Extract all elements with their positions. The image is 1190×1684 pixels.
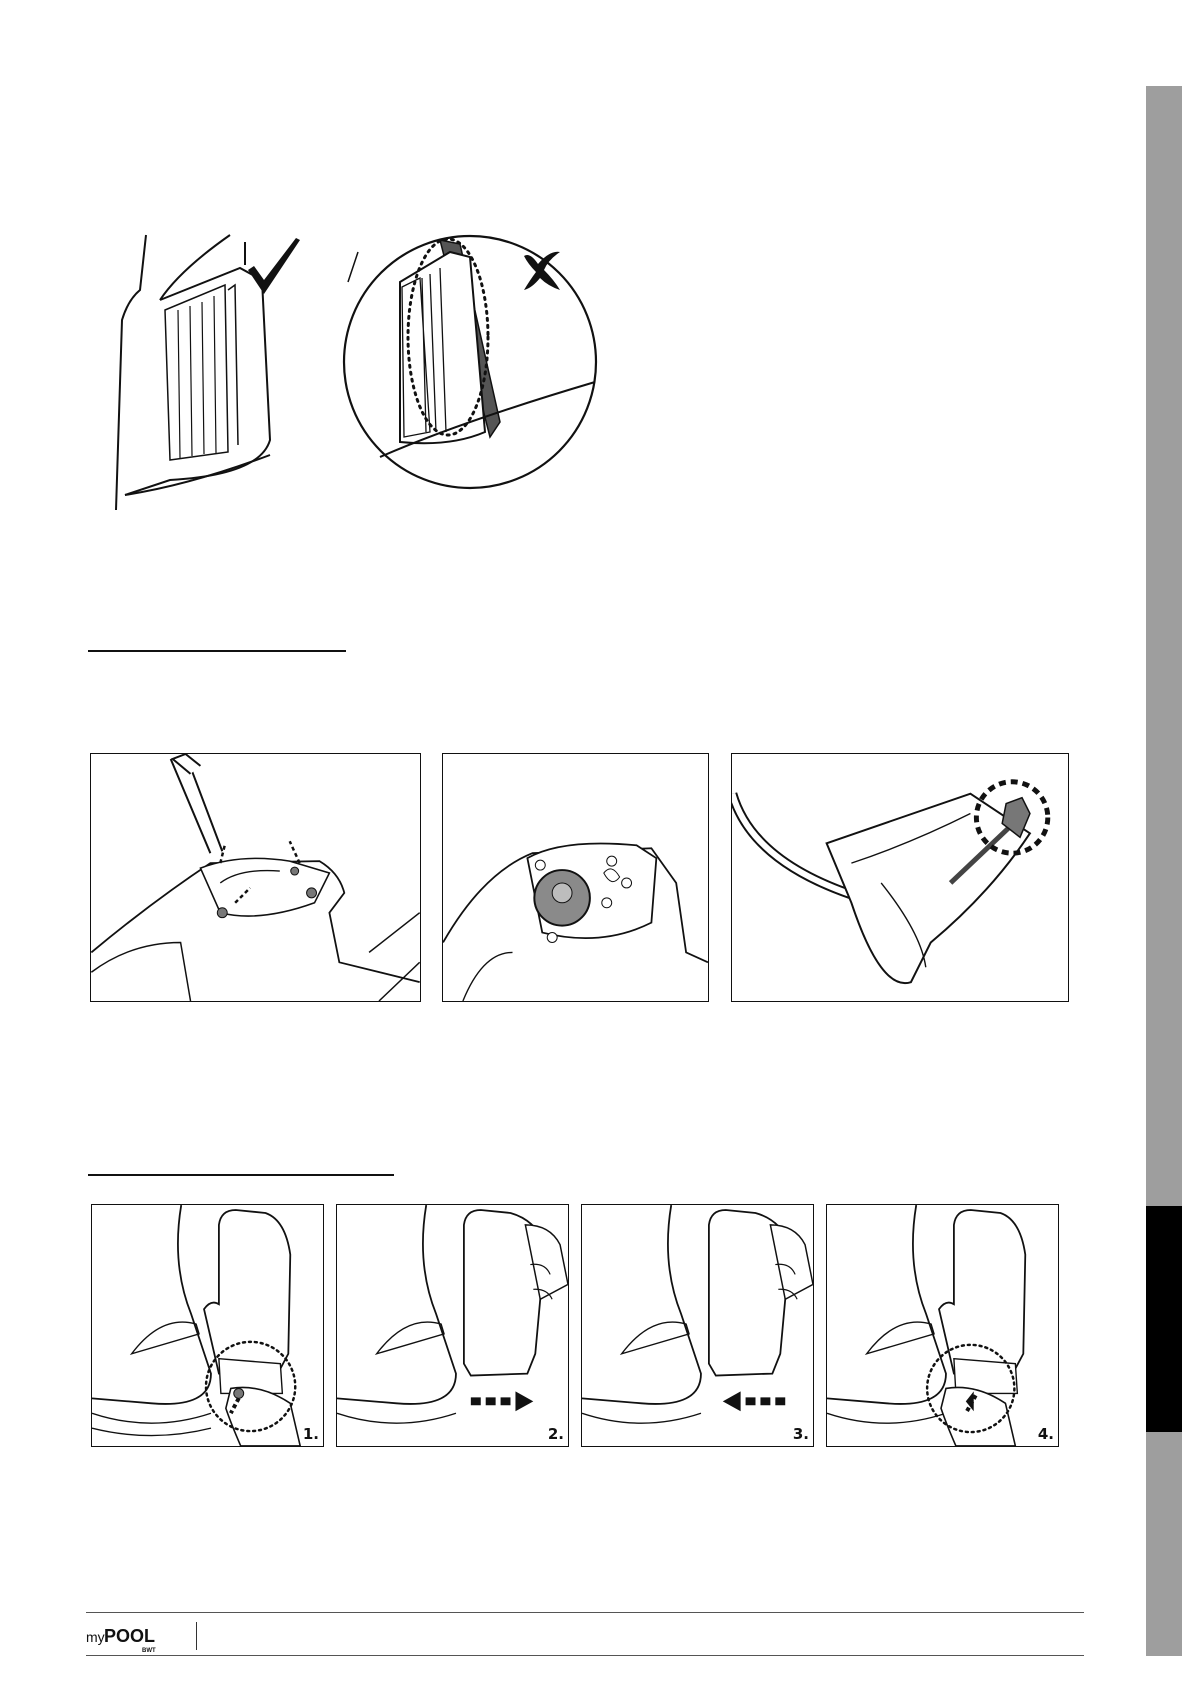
step-number: 3. xyxy=(792,1425,809,1443)
impeller-panel-unscrew xyxy=(90,753,421,1002)
flap-step-3-panel xyxy=(581,1204,814,1447)
side-tab-active-marker xyxy=(1146,1206,1182,1432)
flap-step-4-panel xyxy=(826,1204,1059,1447)
step-number: 1. xyxy=(302,1425,319,1443)
impeller-panel-cleaning xyxy=(731,753,1069,1002)
section-heading-rule-impeller xyxy=(88,650,346,652)
checkmark-icon xyxy=(244,236,304,298)
footer-divider xyxy=(196,1622,197,1650)
impeller-panel-cover-removed xyxy=(442,753,709,1002)
svg-text:POOL: POOL xyxy=(104,1626,156,1646)
step-number: 2. xyxy=(547,1425,564,1443)
flap-step-2-panel xyxy=(336,1204,569,1447)
section-heading-rule-flap xyxy=(88,1174,394,1176)
mypool-logo xyxy=(86,1622,186,1654)
flap-step-1-panel xyxy=(91,1204,324,1447)
footer-top-rule xyxy=(86,1612,1084,1613)
footer-bottom-rule xyxy=(86,1655,1084,1656)
svg-text:my: my xyxy=(86,1629,105,1645)
svg-text:BWT: BWT xyxy=(142,1648,156,1654)
step-number: 4. xyxy=(1037,1425,1054,1443)
cross-icon xyxy=(520,250,564,292)
